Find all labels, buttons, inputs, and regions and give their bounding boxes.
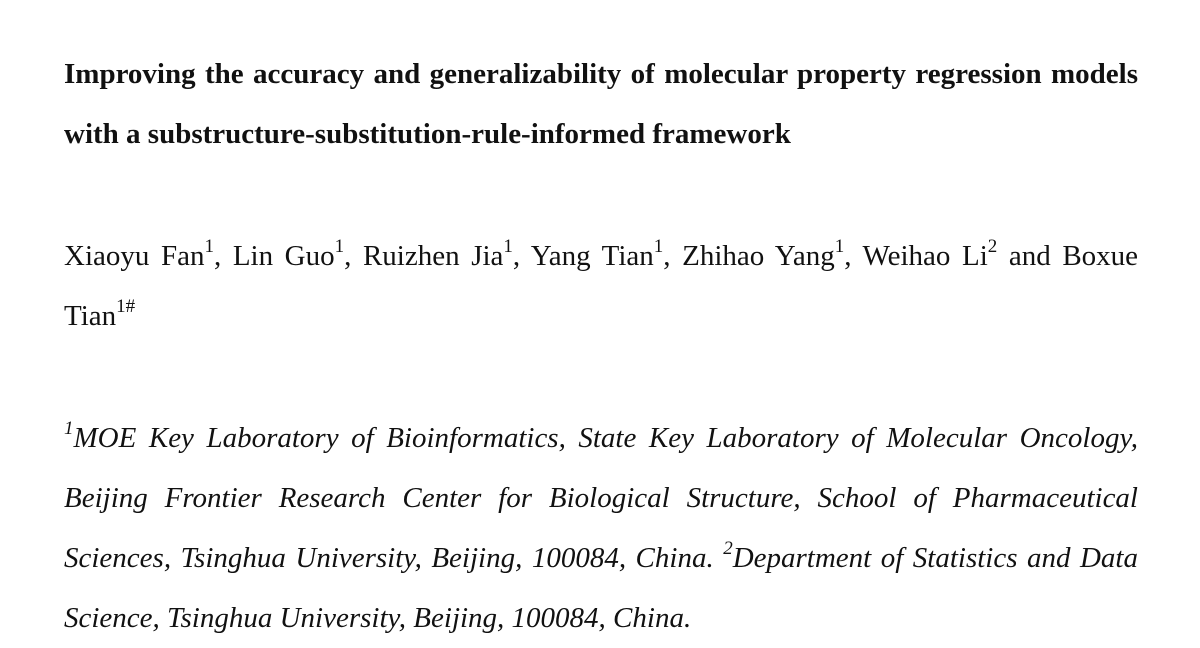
- author-affiliation-mark: 1: [204, 236, 214, 258]
- author-separator: ,: [344, 240, 363, 272]
- author-name: Lin Guo: [232, 240, 335, 272]
- author-separator: ,: [512, 240, 531, 272]
- author-name: Yang Tian: [530, 240, 654, 272]
- author-affiliation-mark: 1#: [116, 296, 136, 318]
- affiliation-mark: 2: [723, 538, 733, 560]
- author-affiliation-mark: 1: [503, 236, 513, 258]
- author-list: [64, 226, 1138, 346]
- author-separator: ,: [213, 240, 233, 272]
- author-separator: ,: [663, 240, 683, 272]
- affiliation-block: [64, 408, 1138, 648]
- author-separator: and: [997, 240, 1063, 272]
- affiliation-text: MOE Key Laboratory of Bioinformatics, State Key Laboratory of Molecular Oncology, Beijing Frontier Research Center for Biological Structure, School of Pharmaceutical Sciences, Tsinghua University, Beijing, 100084, China.: [64, 422, 1138, 574]
- author-separator: ,: [844, 240, 863, 272]
- author-affiliation-mark: 2: [987, 236, 998, 258]
- author-affiliation-mark: 1: [334, 236, 345, 258]
- affiliation-mark: 1: [64, 418, 74, 440]
- author-name: Boxue Tian: [64, 240, 1139, 332]
- paper-header: [64, 44, 1138, 648]
- author-affiliation-mark: 1: [834, 236, 845, 258]
- author-affiliation-mark: 1: [653, 236, 664, 258]
- paper-title: Improving the accuracy and generalizability of molecular property regression models with a substructure-substitution-rule-informed framework: [64, 58, 1138, 150]
- author-name: Xiaoyu Fan: [64, 240, 205, 272]
- author-name: Weihao Li: [862, 240, 988, 272]
- author-name: Ruizhen Jia: [362, 240, 504, 272]
- author-name: Zhihao Yang: [682, 240, 835, 272]
- affiliation-text: Department of Statistics and Data Science, Tsinghua University, Beijing, 100084, China.: [64, 542, 1138, 634]
